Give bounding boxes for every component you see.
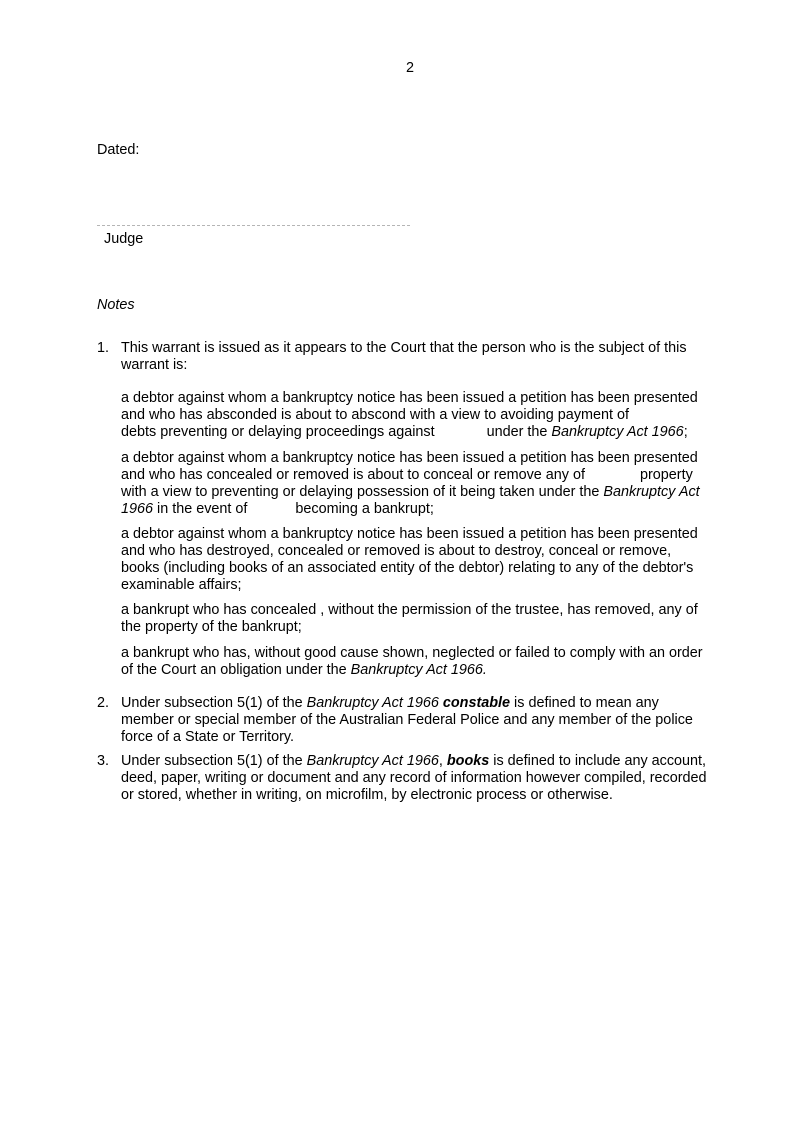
item-text: debts preventing or delaying proceedings against: [121, 424, 435, 440]
note-1-item-5: [121, 645, 736, 679]
defined-term: constable: [442, 695, 511, 711]
act-year: 1966: [121, 501, 154, 517]
note-3-number: 3.: [97, 753, 110, 769]
dated-label: Dated:: [97, 142, 140, 158]
item-line: books (including books of an associated entity of the debtor) relating to any of the debtor's: [121, 560, 694, 576]
item-line: [121, 424, 736, 441]
note-line: or stored, whether in writing, on microfilm, by electronic process or otherwise.: [121, 787, 613, 803]
item-line: a debtor against whom a bankruptcy notice has been issued a petition has been presented: [121, 390, 698, 406]
act-name: Bankruptcy Act 1966: [306, 695, 439, 711]
item-line: a debtor against whom a bankruptcy notice has been issued a petition has been presented: [121, 526, 698, 542]
item-line: [121, 484, 736, 501]
item-text: property: [639, 467, 693, 483]
item-line: and who has destroyed, concealed or removed is about to destroy, conceal or remove,: [121, 543, 672, 559]
item-text: and who has concealed or removed is about to conceal or remove any of: [121, 467, 585, 483]
note-2-text: [121, 695, 736, 746]
note-line: [121, 753, 736, 770]
note-line: [121, 695, 736, 712]
note-text: ,: [438, 753, 443, 769]
act-name: Bankruptcy Act 1966: [551, 424, 684, 440]
item-line: and who has absconded is about to abscond with a view to avoiding payment of: [121, 407, 630, 423]
item-line: [121, 501, 736, 518]
note-text: is defined to include any account,: [493, 753, 707, 769]
note-1-number: 1.: [97, 340, 110, 356]
item-line: a bankrupt who has concealed , without the permission of the trustee, has removed, any of: [121, 602, 698, 618]
item-text: ;: [683, 424, 688, 440]
item-text: under the: [486, 424, 548, 440]
notes-heading: Notes: [97, 297, 135, 313]
item-text: in the event of: [157, 501, 248, 517]
item-line: [121, 467, 736, 484]
item-text: with a view to preventing or delaying possession of it being taken under the: [121, 484, 600, 500]
signature-line: [97, 225, 410, 226]
act-name: Bankruptcy Act: [603, 484, 700, 500]
note-1-line: warrant is:: [121, 357, 188, 373]
note-line: member or special member of the Australian Federal Police and any member of the police: [121, 712, 693, 728]
note-text: is defined to mean any: [514, 695, 659, 711]
note-text: Under subsection 5(1) of the: [121, 753, 303, 769]
note-1-item-4: [121, 602, 736, 636]
item-text: becoming a bankrupt;: [295, 501, 434, 517]
note-1-line: This warrant is issued as it appears to the Court that the person who is the subject of this: [121, 340, 687, 356]
note-1-item-1: [121, 390, 736, 441]
item-line: examinable affairs;: [121, 577, 242, 593]
item-line: a debtor against whom a bankruptcy notice has been issued a petition has been presented: [121, 450, 698, 466]
act-name: Bankruptcy Act 1966: [306, 753, 439, 769]
note-line: force of a State or Territory.: [121, 729, 295, 745]
item-text: of the Court an obligation under the: [121, 662, 347, 678]
note-3-text: [121, 753, 736, 804]
note-1-intro: [121, 340, 736, 374]
item-line: [121, 662, 736, 679]
note-2-number: 2.: [97, 695, 110, 711]
page-number: 2: [405, 60, 414, 76]
item-line: the property of the bankrupt;: [121, 619, 302, 635]
defined-term: books: [446, 753, 490, 769]
item-text: .: [482, 662, 487, 678]
note-line: deed, paper, writing or document and any record of information however compiled, recorded: [121, 770, 707, 786]
note-text: Under subsection 5(1) of the: [121, 695, 303, 711]
item-line: a bankrupt who has, without good cause shown, neglected or failed to comply with an order: [121, 645, 703, 661]
judge-label: Judge: [104, 231, 144, 247]
note-1-item-2: [121, 450, 736, 518]
note-1-item-3: [121, 526, 736, 594]
act-name: Bankruptcy Act 1966: [350, 662, 483, 678]
